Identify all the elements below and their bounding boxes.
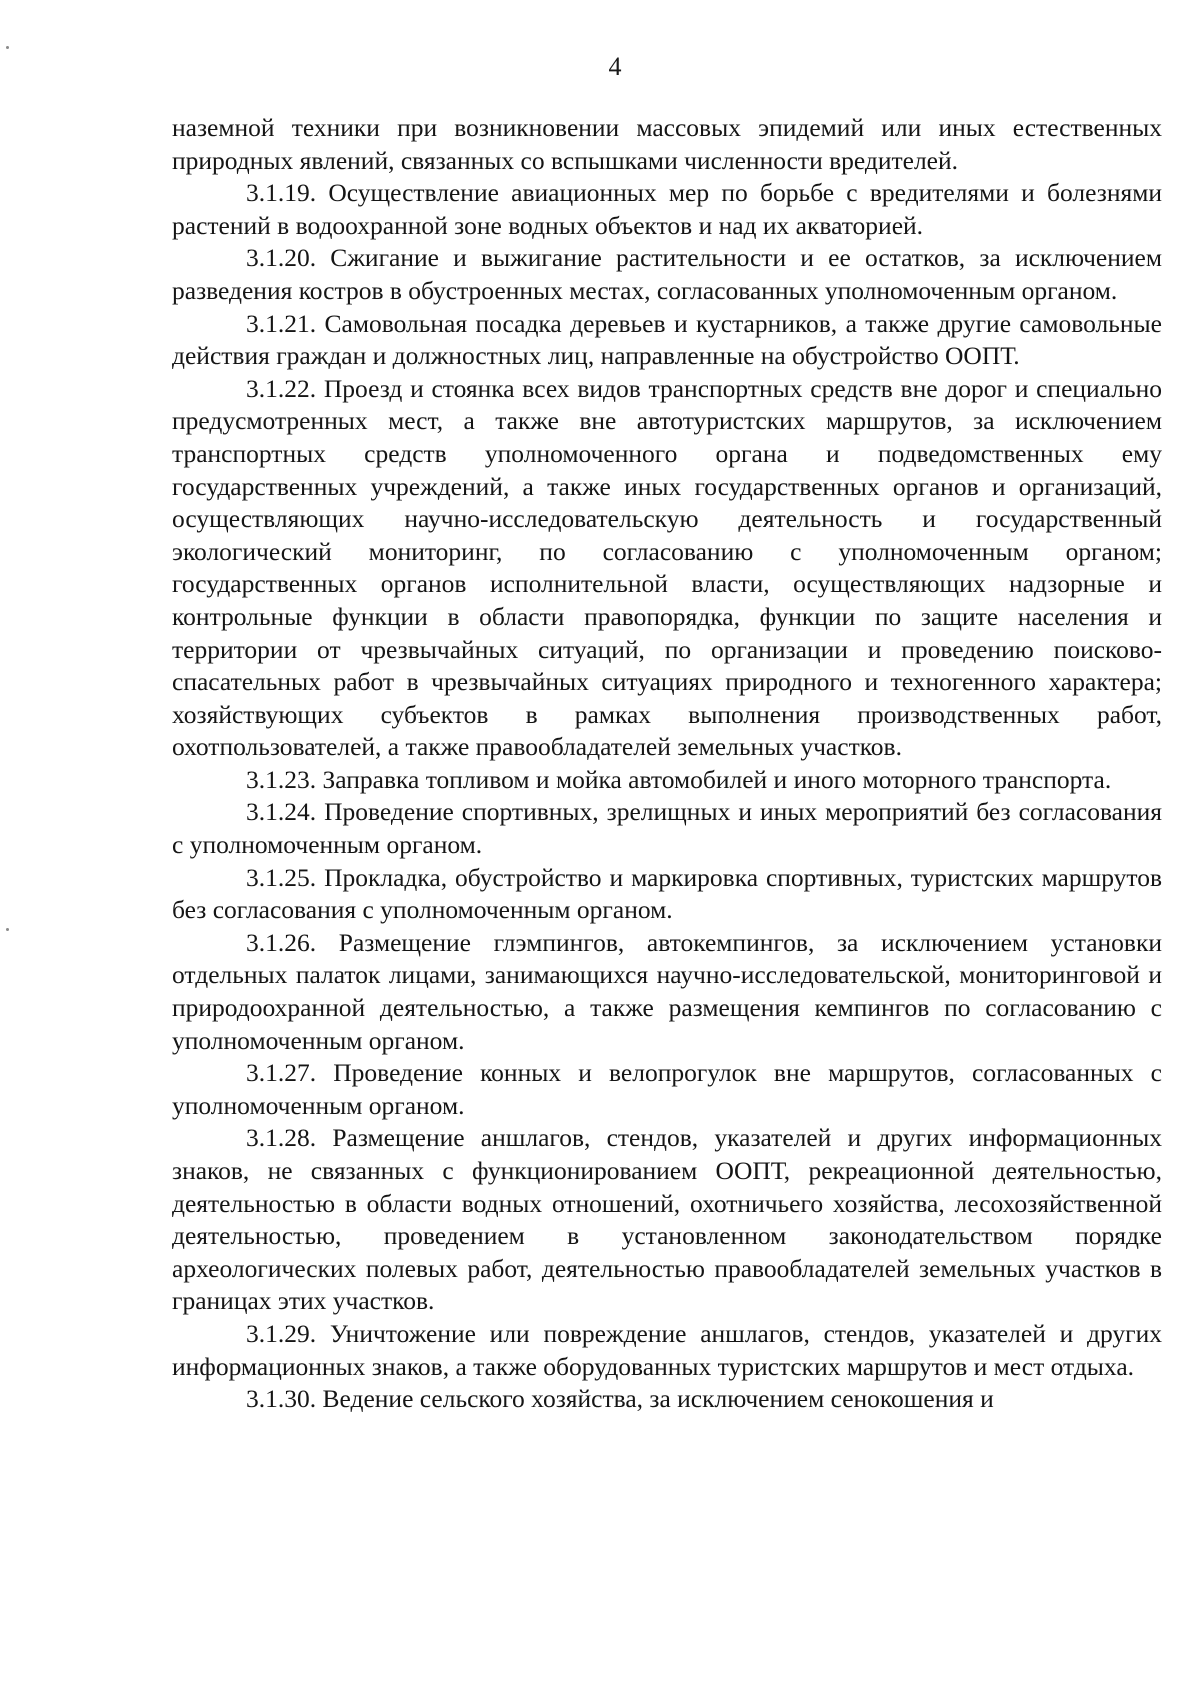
paragraph-3-1-22: 3.1.22. Проезд и стоянка всех видов транспортных средств вне дорог и специально предусмотренных мест, а также вне автотуристских маршрутов, за исключением транспортных средств уполномоченного органа и подведомственных ему государственных учреждений, а также иных государственных органов и организаций, осуществляющих научно-исследовательскую деятельность и государственный экологический мониторинг, по согласованию с уполномоченным органом; государственных органов исполнительной власти, осуществляющих надзорные и контрольные функции в области правопорядка, функции по защите населения и территории от чрезвычайных ситуаций, по организации и проведению поисково-спасательных работ в чрезвычайных ситуациях природного и техногенного характера; хозяйствующих субъектов в рамках выполнения производственных работ, охотпользователей, а также правообладателей земельных участков. [172,373,1162,762]
paragraph-3-1-29: 3.1.29. Уничтожение или повреждение аншлагов, стендов, указателей и других информационных знаков, а также оборудованных туристских маршрутов и мест отдыха. [172,1318,1162,1381]
document-body [172,112,1162,1416]
paragraph-3-1-24: 3.1.24. Проведение спортивных, зрелищных и иных мероприятий без согласования с уполномоченным органом. [172,797,1162,860]
scan-speck [6,928,9,931]
scan-speck [6,46,9,49]
paragraph-3-1-28: 3.1.28. Размещение аншлагов, стендов, указателей и других информационных знаков, не связанных с функционированием ООПТ, рекреационной деятельностью, деятельностью в области водных отношений, охотничьего хозяйства, лесохозяйственной деятельностью, проведением в установленном законодательством порядке археологических полевых работ, деятельностью правообладателей земельных участков в границах этих участков. [172,1123,1162,1316]
paragraph-3-1-30: 3.1.30. Ведение сельского хозяйства, за исключением сенокошения и [246,1384,994,1414]
paragraph-3-1-19: 3.1.19. Осуществление авиационных мер по борьбе с вредителями и болезнями растений в водоохранной зоне водных объектов и над их акваторией. [172,178,1162,240]
paragraph-3-1-26: 3.1.26. Размещение глэмпингов, автокемпингов, за исключением установки отдельных палаток лицами, занимающихся научно-исследовательской, мониторинговой и природоохранной деятельностью, а также размещения кемпингов по согласованию с уполномоченным органом. [172,927,1162,1055]
paragraph-3-1-20: 3.1.20. Сжигание и выжигание растительности и ее остатков, за исключением разведения костров в обустроенных местах, согласованных уполномоченным органом. [172,243,1162,305]
paragraph-3-1-25: 3.1.25. Прокладка, обустройство и маркировка спортивных, туристских маршрутов без согласования с уполномоченным органом. [172,862,1162,925]
page-number: 4 [608,52,622,81]
paragraph-continuation: наземной техники при возникновении массовых эпидемий или иных естественных природных явлений, связанных со вспышками численности вредителей. [172,113,1162,175]
paragraph-3-1-27: 3.1.27. Проведение конных и велопрогулок вне маршрутов, согласованных с уполномоченным органом. [172,1058,1162,1120]
paragraph-3-1-21: 3.1.21. Самовольная посадка деревьев и кустарников, а также другие самовольные действия граждан и должностных лиц, направленные на обустройство ООПТ. [172,308,1162,371]
paragraph-3-1-23: 3.1.23. Заправка топливом и мойка автомобилей и иного моторного транспорта. [246,764,1112,794]
